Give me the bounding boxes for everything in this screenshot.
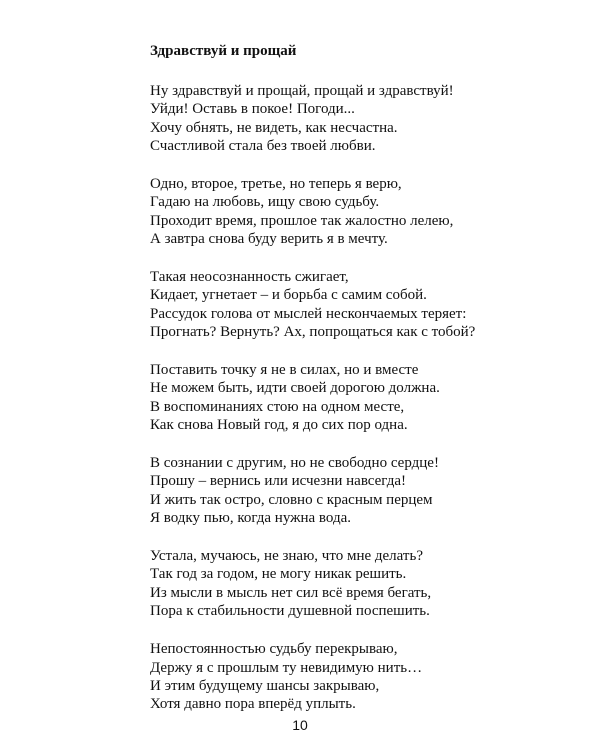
stanza: [150, 82, 570, 156]
poem-line: Счастливой стала без твоей любви.: [150, 138, 376, 155]
stanza: [150, 640, 570, 714]
stanza: [150, 454, 570, 528]
stanza: [150, 547, 570, 621]
poem-line: Держу я с прошлым ту невидимую нить…: [150, 659, 423, 676]
poem-line: Поставить точку я не в силах, но и вместе: [150, 362, 419, 379]
poem-line: Такая неосознанность сжигает,: [150, 269, 349, 286]
poem-line: Я водку пью, когда нужна вода.: [150, 510, 352, 527]
poem-line: Гадаю на любовь, ищу свою судьбу.: [150, 194, 380, 211]
poem-line: Прошу – вернись или исчезни навсегда!: [150, 473, 406, 490]
poem-line: Из мысли в мысль нет сил всё время бегать,: [150, 584, 432, 601]
poem-line: А завтра снова буду верить я в мечту.: [150, 231, 388, 248]
poem-line: Как снова Новый год, я до сих пор одна.: [150, 417, 408, 434]
poem-line: Хотя давно пора вперёд уплыть.: [150, 696, 356, 713]
poem-line: Проходит время, прошлое так жалостно лелею,: [150, 212, 454, 229]
stanza: [150, 268, 570, 342]
poem-line: Не можем быть, идти своей дорогою должна.: [150, 380, 440, 397]
stanza: [150, 175, 570, 249]
poem-body: [150, 82, 570, 733]
poem-line: Непостоянностью судьбу перекрываю,: [150, 641, 398, 658]
stanza: [150, 361, 570, 435]
poem-line: В сознании с другим, но не свободно сердце!: [150, 455, 439, 472]
poem-line: И жить так остро, словно с красным перцем: [150, 491, 433, 508]
poem-line: Прогнать? Вернуть? Ах, попрощаться как с тобой?: [150, 324, 476, 341]
poem-line: Так год за годом, не могу никак решить.: [150, 566, 407, 583]
poem-line: В воспоминаниях стою на одном месте,: [150, 398, 405, 415]
poem-title: Здравствуй и прощай: [150, 43, 297, 59]
poem-line: Уйди! Оставь в покое! Погоди...: [150, 101, 355, 118]
page-number: 10: [292, 717, 308, 733]
poem-line: Ну здравствуй и прощай, прощай и здравствуй!: [150, 83, 454, 99]
poem-line: Одно, второе, третье, но теперь я верю,: [150, 176, 402, 193]
poem-line: Рассудок голова от мыслей нескончаемых теряет:: [150, 305, 467, 322]
poem-line: Пора к стабильности душевной поспешить.: [150, 603, 430, 620]
poem-line: Кидает, угнетает – и борьба с самим собой.: [150, 287, 427, 304]
poem-line: Хочу обнять, не видеть, как несчастна.: [150, 119, 398, 136]
poem-line: И этим будущему шансы закрываю,: [150, 677, 380, 694]
poem-line: Устала, мучаюсь, не знаю, что мне делать?: [150, 548, 423, 565]
